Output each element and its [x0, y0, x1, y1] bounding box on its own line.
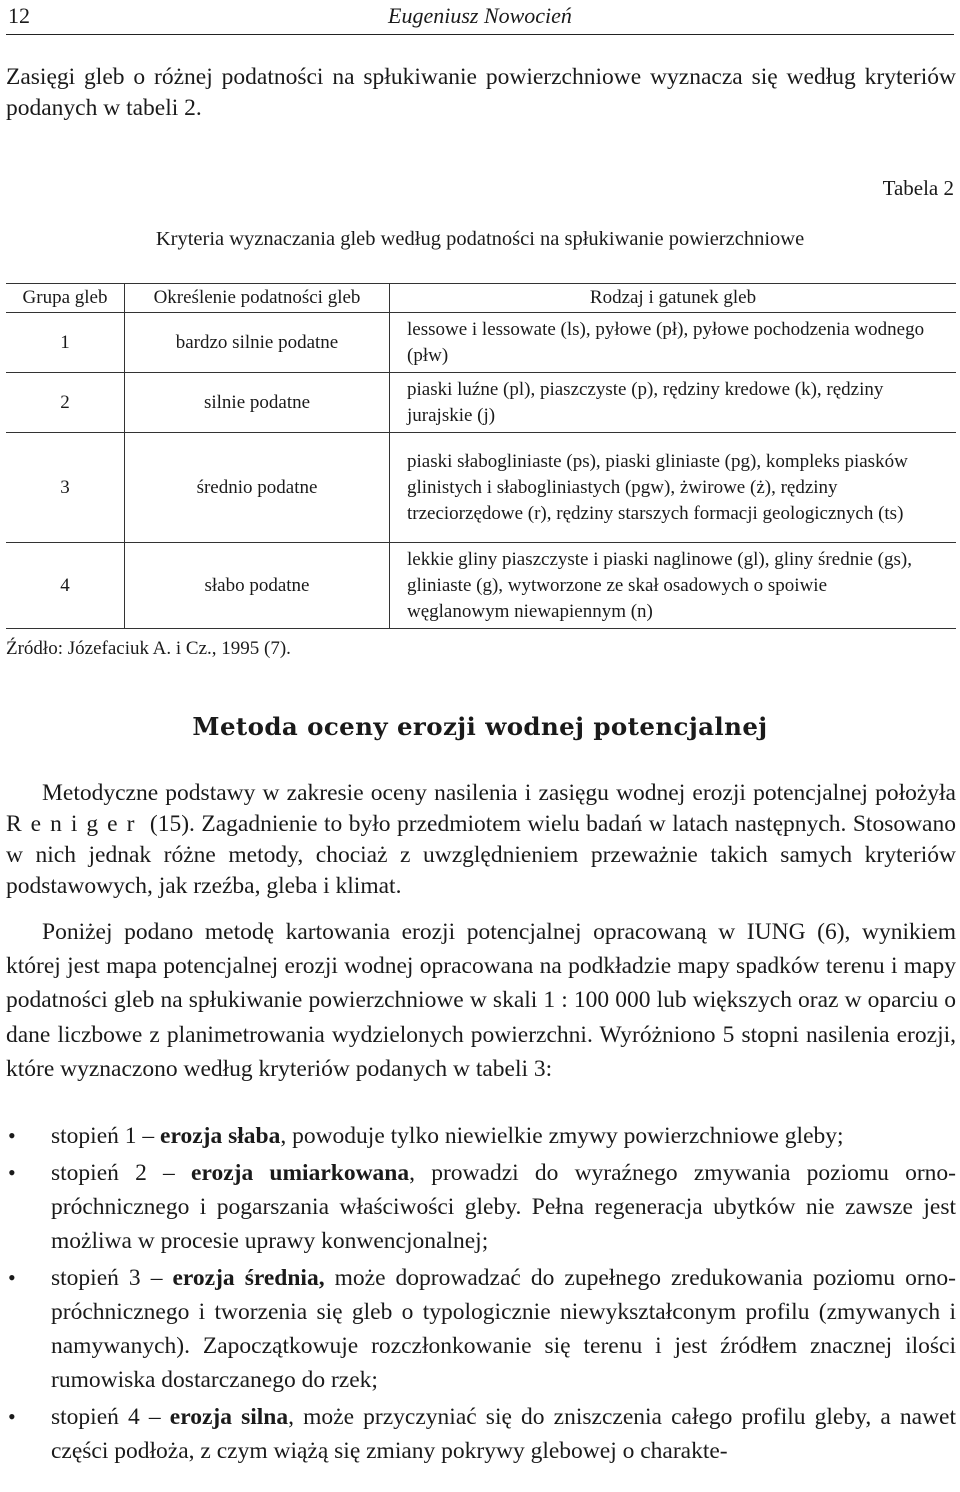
item-prefix: stopień 1 – [51, 1123, 161, 1149]
soils-cell [390, 543, 957, 629]
soils-text: lessowe i lessowate (ls), pyłowe (pł), pyłowe pochodzenia wodnego (płw) [407, 318, 925, 366]
soils-text: lekkie gliny piaszczyste i piaski naglinowe (gl), gliny średnie (gs), gliniaste (g), wytworzone ze skał osadowych o spoiwie węglanowym niewapiennym (n) [407, 548, 912, 622]
paragraph-1 [6, 778, 956, 902]
group-cell: 1 [6, 313, 125, 373]
list-item [6, 1119, 956, 1153]
erosion-levels-list [6, 1119, 956, 1471]
column-header: Grupa gleb [6, 284, 125, 313]
table-caption: Kryteria wyznaczania gleb według podatności na spłukiwanie powierzchniowe [155, 228, 805, 250]
table-row [6, 373, 956, 433]
item-text: , prowadzi do wyraźnego zmywania poziomu orno-próchnicznego i pogarszania właściwości gleby. Pełna regeneracja ubytków nie zawsze jest możliwa w procesie uprawy konwencjonalnej; [51, 1160, 956, 1254]
group-cell: 3 [6, 433, 125, 543]
item-prefix: stopień 2 – [51, 1160, 192, 1186]
list-item [6, 1156, 956, 1258]
page-number: 12 [8, 3, 30, 28]
paragraph-1-text-b: (15). Zagadnienie to było przedmiotem wielu badań w latach następnych. Stosowano w nich jednak różne metody, chociaż z uwzględnieniem przeważnie takich samych kryteriów podstawowych, jak rzeźba, gleba i klimat. [6, 811, 956, 899]
table-row [6, 543, 956, 629]
running-head: Eugeniusz Nowocień [388, 3, 572, 28]
soils-cell [390, 313, 957, 373]
column-header: Rodzaj i gatunek gleb [390, 284, 957, 313]
soils-text: piaski luźne (pl), piaszczyste (p), rędziny kredowe (k), rędziny jurajskie (j) [407, 378, 884, 426]
table-row [6, 433, 956, 543]
susceptibility-cell: bardzo silnie podatne [125, 313, 390, 373]
soils-cell [390, 373, 957, 433]
column-header: Określenie podatności gleb [125, 284, 390, 313]
item-text: , powoduje tylko niewielkie zmywy powierzchniowe gleby; [280, 1123, 844, 1149]
table-source: Źródło: Józefaciuk A. i Cz., 1995 (7). [6, 638, 291, 659]
item-text: , może przyczyniać się do zniszczenia całego profilu gleby, a nawet części podłoża, z czym wiążą się zmiany pokrywy glebowej o charakte- [51, 1404, 956, 1464]
item-term: erozja średnia, [172, 1265, 325, 1291]
item-term: erozja silna [169, 1404, 289, 1430]
item-term: erozja umiarkowana [191, 1160, 410, 1186]
paragraph-2 [6, 915, 956, 1086]
susceptibility-table [6, 283, 956, 629]
paragraph-1-text-a: Metodyczne podstawy w zakresie oceny nasilenia i zasięgu wodnej erozji potencjalnej położyła [42, 780, 956, 806]
table-header-row [6, 284, 956, 313]
soils-text: piaski słabogliniaste (ps), piaski gliniaste (pg), kompleks piasków glinistych i słabogliniastych (pgw), żwirowe (ż), rędziny trzeciorzędowe (r), rędziny starszych formacji geologicznych (ts) [407, 450, 908, 524]
page-header [6, 0, 954, 35]
item-term: erozja słaba [160, 1123, 281, 1149]
group-cell: 2 [6, 373, 125, 433]
group-cell: 4 [6, 543, 125, 629]
susceptibility-cell: średnio podatne [125, 433, 390, 543]
list-item [6, 1400, 956, 1468]
intro-paragraph: Zasięgi gleb o różnej podatności na spłukiwanie powierzchniowe wyznacza się według kryteriów podanych w tabeli 2. [6, 64, 956, 121]
table-label: Tabela 2 [882, 176, 954, 200]
section-title: Metoda oceny erozji wodnej potencjalnej [192, 712, 768, 741]
item-prefix: stopień 4 – [51, 1404, 170, 1430]
item-prefix: stopień 3 – [51, 1265, 173, 1291]
paragraph-2-text: Poniżej podano metodę kartowania erozji potencjalnej opracowaną w IUNG (6), wynikiem której jest mapa potencjalnej erozji wodnej opracowana na podkładzie mapy spadków terenu i mapy podatności gleb na spłukiwanie powierzchniowe w skali 1 : 100 000 lub większych oraz w oparciu o dane liczbowe z planimetrowania wydzielonych powierzchni. Wyróżniono 5 stopni nasilenia erozji, które wyznaczono według kryteriów podanych w tabeli 3: [6, 919, 956, 1082]
item-text: może doprowadzać do zupełnego zredukowania poziomu orno-próchnicznego i tworzenia się gleb o typologicznie niewykształconym profilu (zmywanych i namywanych). Zapoczątkowuje rozczłonkowanie się terenu i jest źródłem znacznej ilości rumowiska dostarczanego do rzek; [51, 1265, 956, 1393]
soils-cell [390, 433, 957, 543]
table-row [6, 313, 956, 373]
list-item [6, 1261, 956, 1397]
susceptibility-cell: silnie podatne [125, 373, 390, 433]
author-name: Reniger [6, 811, 144, 837]
susceptibility-cell: słabo podatne [125, 543, 390, 629]
